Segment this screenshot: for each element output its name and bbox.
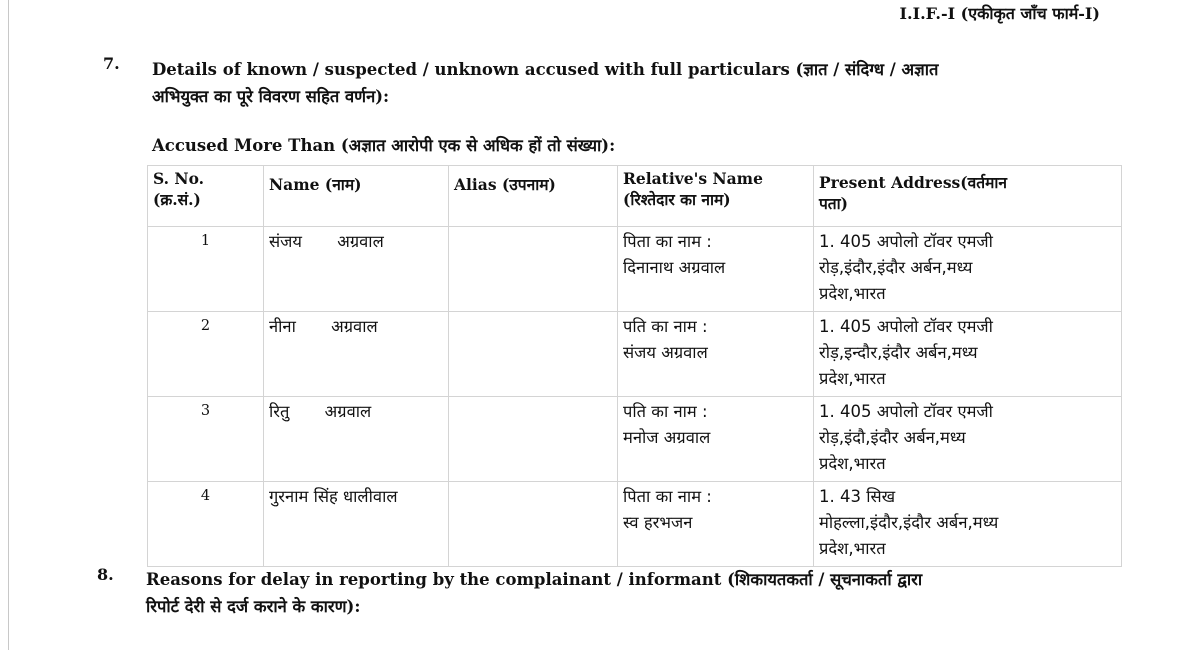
row-name: नीना अग्रवाल [264, 312, 449, 397]
header-name [264, 166, 449, 227]
row-address-line-3: प्रदेश,भारत [819, 539, 886, 558]
row-relative-line-2: मनोज अग्रवाल [623, 428, 711, 447]
row-alias [449, 397, 618, 482]
row-relative [618, 482, 814, 567]
row-relative-line-2: स्व हरभजन [623, 513, 693, 532]
row-relative [618, 227, 814, 312]
row-relative-line-2: दिनानाथ अग्रवाल [623, 258, 726, 277]
header-name-text: Name (नाम) [269, 175, 362, 194]
header-alias [449, 166, 618, 227]
row-address-line-1: 1. 405 अपोलो टॉवर एमजी [819, 232, 993, 251]
row-relative-line-1: पति का नाम : [623, 402, 708, 421]
row-relative-line-1: पिता का नाम : [623, 487, 712, 506]
section-7-line-2: अभियुक्त का पूरे विवरण सहित वर्णन): [152, 87, 390, 106]
row-address [814, 312, 1122, 397]
row-address-line-2: रोड़,इन्दौर,इंदौर अर्बन,मध्य [819, 343, 978, 362]
row-sno: 2 [148, 312, 264, 397]
header-address-line-1: Present Address(वर्तमान [819, 173, 1007, 192]
row-address-line-2: रोड़,इंदौर,इंदौर अर्बन,मध्य [819, 258, 973, 277]
header-relative-en: Relative's Name [623, 169, 763, 188]
row-alias [449, 312, 618, 397]
header-relative [618, 166, 814, 227]
row-relative-line-1: पिता का नाम : [623, 232, 712, 251]
section-7-line-1: Details of known / suspected / unknown accused with full particulars (ज्ञात / संदिग्ध / अज्ञात [152, 60, 939, 79]
row-address-line-1: 1. 405 अपोलो टॉवर एमजी [819, 317, 993, 336]
row-name: संजय अग्रवाल [264, 227, 449, 312]
section-7-number: 7. [103, 54, 120, 73]
row-sno: 1 [148, 227, 264, 312]
row-relative-line-2: संजय अग्रवाल [623, 343, 708, 362]
row-address-line-2: मोहल्ला,इंदौर,इंदौर अर्बन,मध्य [819, 513, 999, 532]
row-address-line-3: प्रदेश,भारत [819, 284, 886, 303]
header-sno-hi: (क्र.सं.) [153, 190, 201, 209]
section-8-number: 8. [97, 565, 114, 584]
row-relative [618, 312, 814, 397]
header-alias-text: Alias (उपनाम) [454, 175, 556, 194]
section-8-line-2: रिपोर्ट देरी से दर्ज कराने के कारण): [146, 597, 361, 616]
table-row [148, 482, 1122, 567]
header-sno [148, 166, 264, 227]
section-8-line-1: Reasons for delay in reporting by the complainant / informant (शिकायतकर्ता / सूचनाकर्ता द्वारा [146, 570, 923, 589]
row-sno: 3 [148, 397, 264, 482]
row-address-line-1: 1. 43 सिख [819, 487, 896, 506]
row-address-line-3: प्रदेश,भारत [819, 454, 886, 473]
page-edge [8, 0, 9, 650]
row-alias [449, 482, 618, 567]
table-row [148, 227, 1122, 312]
accused-more-label: Accused More Than (अज्ञात आरोपी एक से अधिक हों तो संख्या): [152, 136, 616, 155]
row-name: रितु अग्रवाल [264, 397, 449, 482]
header-relative-hi: (रिश्तेदार का नाम) [623, 190, 731, 209]
row-address [814, 482, 1122, 567]
row-relative [618, 397, 814, 482]
row-address-line-1: 1. 405 अपोलो टॉवर एमजी [819, 402, 993, 421]
row-sno: 4 [148, 482, 264, 567]
row-address-line-2: रोड़,इंदौ,इंदौर अर्बन,मध्य [819, 428, 966, 447]
row-address [814, 397, 1122, 482]
header-address [814, 166, 1122, 227]
table-header-row [148, 166, 1122, 227]
row-alias [449, 227, 618, 312]
section-8-heading [146, 566, 922, 620]
form-id: I.I.F.-I (एकीकृत जाँच फार्म-I) [899, 4, 1100, 23]
table-row [148, 312, 1122, 397]
table-row [148, 397, 1122, 482]
row-address-line-3: प्रदेश,भारत [819, 369, 886, 388]
accused-table [147, 165, 1122, 567]
row-address [814, 227, 1122, 312]
section-7-heading [152, 56, 938, 110]
header-address-line-2: पता) [819, 194, 848, 213]
header-sno-en: S. No. [153, 169, 205, 188]
row-name: गुरनाम सिंह धालीवाल [264, 482, 449, 567]
row-relative-line-1: पति का नाम : [623, 317, 708, 336]
